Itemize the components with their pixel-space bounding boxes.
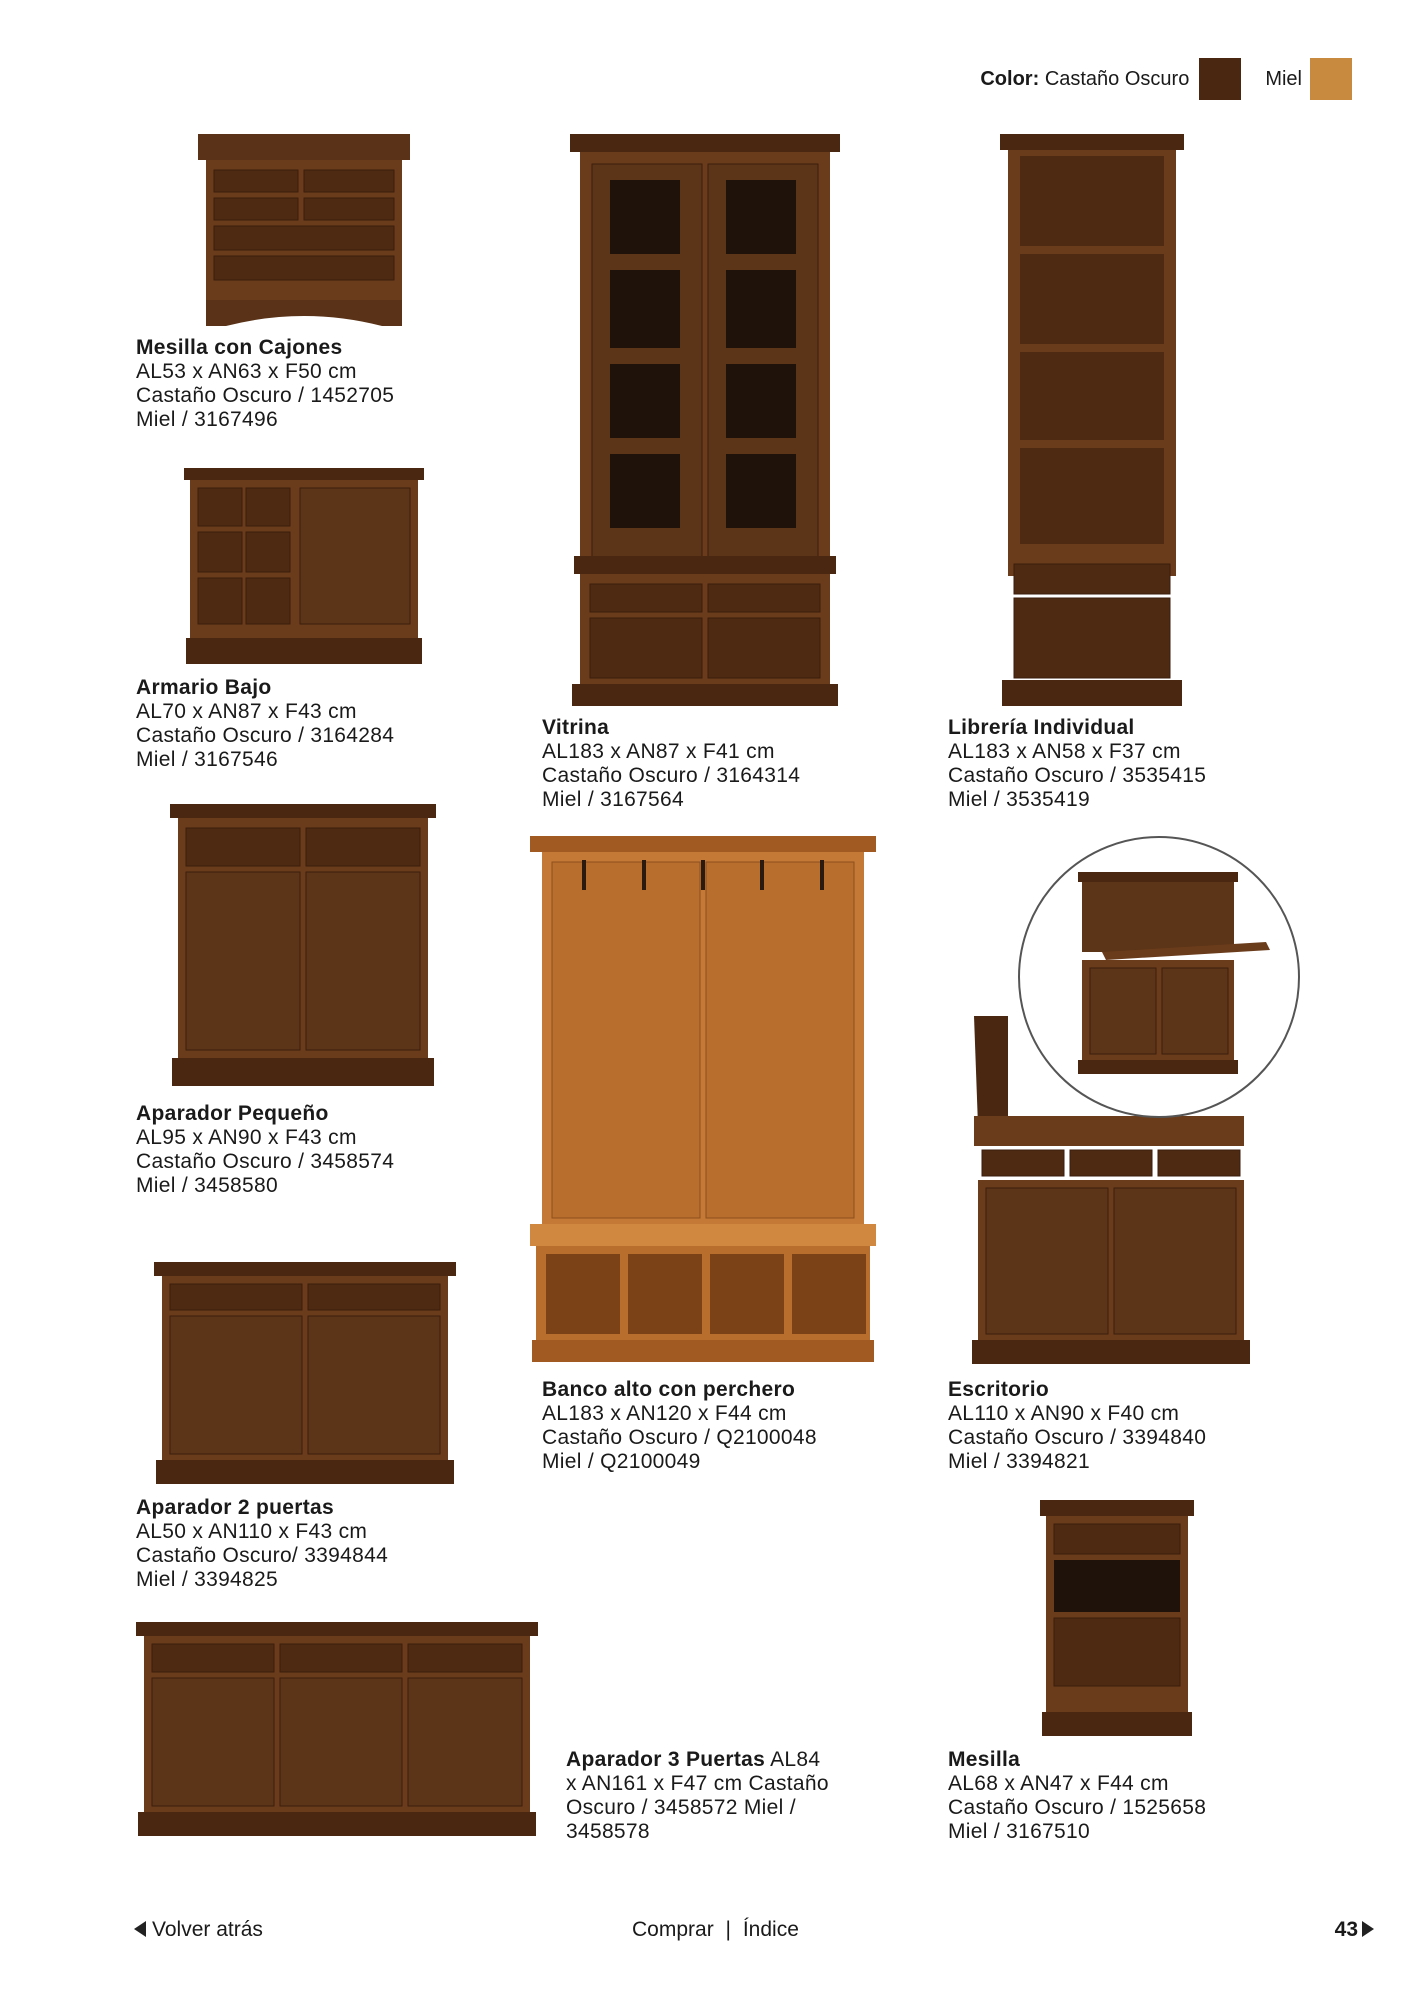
footer-separator: |: [725, 1918, 731, 1941]
page-number: 43: [1334, 1918, 1358, 1941]
product-image-armario-bajo[interactable]: [184, 468, 424, 664]
color-dark-name: Castaño Oscuro: [1044, 67, 1190, 90]
product-caption-aparador-3-puertas: [566, 1748, 836, 1844]
product-name[interactable]: Aparador 3 Puertas: [566, 1748, 766, 1771]
product-dimensions: AL183 x AN87 x F41 cm: [542, 740, 775, 763]
color-light-name: Miel: [1265, 67, 1302, 90]
product-details: AL84 x AN161 x F47 cm Castaño Oscuro / 3458572 Miel / 3458578: [566, 1748, 829, 1843]
product-image-mesilla-cajones[interactable]: [198, 134, 410, 326]
product-ref-dark: Castaño Oscuro / 3458574: [136, 1150, 395, 1173]
product-dimensions: AL183 x AN58 x F37 cm: [948, 740, 1181, 763]
product-ref-light: Miel / 3167546: [136, 748, 278, 771]
product-image-banco-perchero[interactable]: [530, 836, 876, 1362]
product-caption-aparador-2-puertas: [136, 1496, 388, 1592]
next-arrow-icon: [1362, 1921, 1374, 1937]
product-dimensions: AL68 x AN47 x F44 cm: [948, 1772, 1169, 1795]
product-name[interactable]: Librería Individual: [948, 716, 1135, 739]
product-dimensions: AL50 x AN110 x F43 cm: [136, 1520, 368, 1543]
footer-nav: [632, 1918, 799, 1942]
product-caption-vitrina: [542, 716, 800, 812]
product-name[interactable]: Armario Bajo: [136, 676, 272, 699]
product-ref-dark: Castaño Oscuro / 1525658: [948, 1796, 1207, 1819]
product-caption-escritorio: [948, 1378, 1206, 1474]
product-caption-libreria-individual: [948, 716, 1206, 812]
product-image-vitrina[interactable]: [570, 134, 840, 706]
product-name[interactable]: Vitrina: [542, 716, 610, 739]
product-name[interactable]: Aparador 2 puertas: [136, 1496, 334, 1519]
product-image-mesilla[interactable]: [1040, 1500, 1194, 1736]
color-swatch-light: [1310, 58, 1352, 100]
product-ref-dark: Castaño Oscuro / 1452705: [136, 384, 395, 407]
product-name[interactable]: Aparador Pequeño: [136, 1102, 329, 1125]
product-name[interactable]: Mesilla con Cajones: [136, 336, 343, 359]
product-name[interactable]: Escritorio: [948, 1378, 1050, 1401]
product-caption-armario-bajo: [136, 676, 394, 772]
product-ref-dark: Castaño Oscuro / 3394840: [948, 1426, 1207, 1449]
product-image-aparador-pequeno[interactable]: [170, 804, 436, 1086]
back-label: Volver atrás: [152, 1918, 263, 1941]
back-link[interactable]: [134, 1918, 263, 1942]
next-page-link[interactable]: [1335, 1918, 1374, 1942]
product-ref-dark: Castaño Oscuro/ 3394844: [136, 1544, 389, 1567]
product-caption-aparador-pequeno: [136, 1102, 394, 1198]
product-ref-dark: Castaño Oscuro / 3164314: [542, 764, 801, 787]
product-dimensions: AL53 x AN63 x F50 cm: [136, 360, 357, 383]
product-ref-light: Miel / 3167510: [948, 1820, 1090, 1843]
product-ref-light: Miel / Q2100049: [542, 1450, 701, 1473]
product-ref-dark: Castaño Oscuro / 3164284: [136, 724, 395, 747]
product-dimensions: AL110 x AN90 x F40 cm: [948, 1402, 1180, 1425]
product-dimensions: AL183 x AN120 x F44 cm: [542, 1402, 787, 1425]
product-caption-mesilla-cajones: [136, 336, 394, 432]
index-link[interactable]: Índice: [742, 1918, 799, 1941]
color-label: Color:: [980, 67, 1040, 90]
product-ref-light: Miel / 3535419: [948, 788, 1090, 811]
product-ref-light: Miel / 3458580: [136, 1174, 278, 1197]
product-ref-dark: Castaño Oscuro / Q2100048: [542, 1426, 817, 1449]
product-dimensions: AL95 x AN90 x F43 cm: [136, 1126, 357, 1149]
product-ref-dark: Castaño Oscuro / 3535415: [948, 764, 1207, 787]
color-legend: [980, 58, 1352, 100]
product-dimensions: AL70 x AN87 x F43 cm: [136, 700, 357, 723]
product-inset-escritorio-open: [1016, 834, 1302, 1120]
product-image-aparador-3-puertas[interactable]: [136, 1622, 538, 1836]
color-swatch-dark: [1199, 58, 1241, 100]
product-ref-light: Miel / 3167496: [136, 408, 278, 431]
product-image-aparador-2-puertas[interactable]: [154, 1262, 456, 1484]
product-name[interactable]: Mesilla: [948, 1748, 1021, 1771]
product-name[interactable]: Banco alto con perchero: [542, 1378, 796, 1401]
product-caption-banco-perchero: [542, 1378, 817, 1474]
back-arrow-icon: [134, 1921, 146, 1937]
product-ref-light: Miel / 3394825: [136, 1568, 278, 1591]
product-ref-light: Miel / 3394821: [948, 1450, 1090, 1473]
product-image-libreria-individual[interactable]: [1000, 134, 1184, 706]
buy-link[interactable]: Comprar: [632, 1918, 714, 1941]
product-ref-light: Miel / 3167564: [542, 788, 684, 811]
product-caption-mesilla: [948, 1748, 1206, 1844]
